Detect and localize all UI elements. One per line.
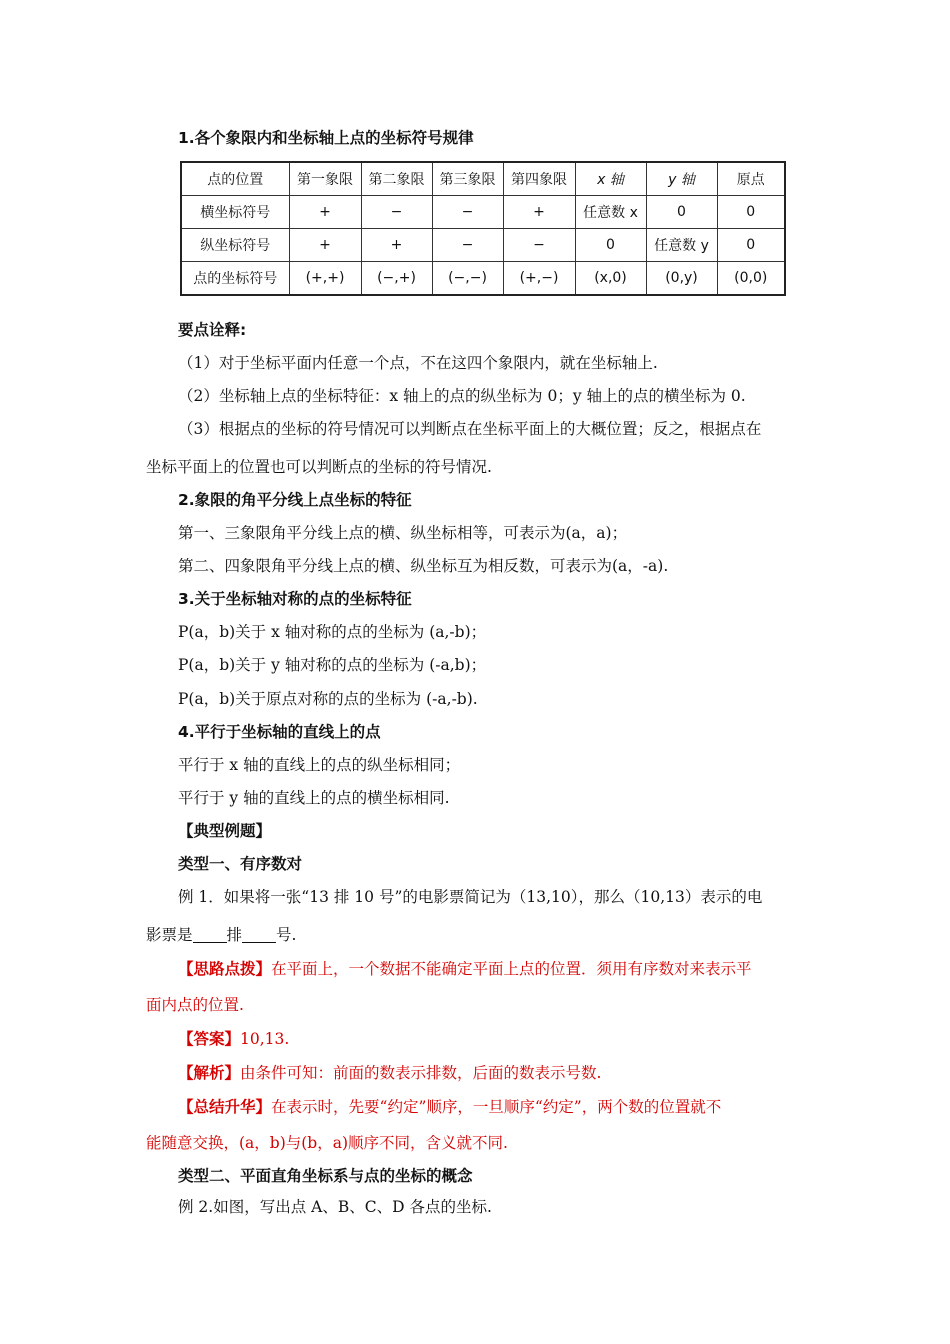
table-row (181, 262, 785, 296)
note-item: （2）坐标轴上点的坐标特征：x 轴上的点的纵坐标为 0；y 轴上的点的横坐标为 0. (178, 387, 746, 405)
section-2-line: 第一、三象限角平分线上点的横、纵坐标相等，可表示为(a，a)； (178, 524, 628, 542)
question-text: 号. (276, 926, 297, 944)
table-header-cell: 第一象限 (289, 162, 361, 196)
sign-rule-table (180, 161, 786, 296)
table-cell: 点的坐标符号 (181, 262, 289, 296)
section-4-line: 平行于 x 轴的直线上的点的纵坐标相同； (178, 756, 461, 774)
table-header-cell: 第二象限 (361, 162, 432, 196)
table-header-cell: x 轴 (575, 162, 646, 196)
table-cell: + (361, 229, 432, 262)
table-header-cell: 第三象限 (432, 162, 503, 196)
table-cell: + (289, 196, 361, 229)
answer-label: 【答案】 (178, 1030, 241, 1048)
notes-title: 要点诠释: (178, 321, 247, 339)
section-4-title: 4.平行于坐标轴的直线上的点 (178, 723, 381, 741)
table-cell: − (361, 196, 432, 229)
table-cell: (+,+) (289, 262, 361, 296)
question-text: 排 (226, 926, 243, 944)
answer-paragraph (178, 1028, 838, 1050)
note-item: 坐标平面上的位置也可以判断点的坐标的符号情况. (146, 458, 492, 476)
table-cell: 0 (717, 229, 785, 262)
type-2-title: 类型二、平面直角坐标系与点的坐标的概念 (178, 1167, 473, 1185)
table-header-cell: y 轴 (646, 162, 717, 196)
table-cell: (0,y) (646, 262, 717, 296)
table-cell: 横坐标符号 (181, 196, 289, 229)
answer-blank (193, 926, 227, 943)
example-1-question: 例 1．如果将一张“13 排 10 号”的电影票简记为（13,10），那么（10,13）表示的电 (178, 888, 763, 906)
answer-blank (242, 926, 276, 943)
answer-text: 10,13. (240, 1030, 290, 1048)
table-cell: 任意数 x (575, 196, 646, 229)
summary-text-cont: 能随意交换，(a，b)与(b，a)顺序不同，含义就不同. (146, 1134, 508, 1152)
table-row (181, 196, 785, 229)
section-3-title: 3.关于坐标轴对称的点的坐标特征 (178, 590, 412, 608)
section-3-line: P(a，b)关于 y 轴对称的点的坐标为 (-a,b)； (178, 656, 487, 674)
table-cell: 0 (717, 196, 785, 229)
table-cell: + (503, 196, 575, 229)
hint-text-cont: 面内点的位置. (146, 996, 244, 1014)
table-cell: (+,−) (503, 262, 575, 296)
hint-text: 在平面上，一个数据不能确定平面上点的位置．须用有序数对来表示平 (271, 960, 752, 978)
note-item: （1）对于坐标平面内任意一个点，不在这四个象限内，就在坐标轴上. (178, 354, 658, 372)
question-text: 影票是 (146, 926, 193, 944)
section-2-title: 2.象限的角平分线上点坐标的特征 (178, 491, 412, 509)
note-item: （3）根据点的坐标的符号情况可以判断点在坐标平面上的大概位置；反之，根据点在 (178, 420, 762, 438)
table-cell: (−,−) (432, 262, 503, 296)
summary-paragraph (178, 1096, 838, 1118)
table-cell: − (432, 196, 503, 229)
table-cell: 纵坐标符号 (181, 229, 289, 262)
table-cell: 任意数 y (646, 229, 717, 262)
table-cell: − (503, 229, 575, 262)
table-row (181, 229, 785, 262)
table-cell: (x,0) (575, 262, 646, 296)
example-2-question: 例 2.如图，写出点 A、B、C、D 各点的坐标. (178, 1198, 492, 1216)
hint-label: 【思路点拨】 (178, 960, 272, 978)
examples-heading: 【典型例题】 (178, 822, 272, 840)
table-cell: 0 (575, 229, 646, 262)
table-cell: 0 (646, 196, 717, 229)
type-1-title: 类型一、有序数对 (178, 855, 303, 873)
summary-text: 在表示时，先要“约定”顺序，一旦顺序“约定”，两个数的位置就不 (271, 1098, 722, 1116)
table-cell: (−,+) (361, 262, 432, 296)
table-cell: + (289, 229, 361, 262)
table-header-cell: 点的位置 (181, 162, 289, 196)
analysis-text: 由条件可知：前面的数表示排数，后面的数表示号数. (240, 1064, 602, 1082)
summary-label: 【总结升华】 (178, 1098, 272, 1116)
section-3-line: P(a，b)关于原点对称的点的坐标为 (-a,-b). (178, 690, 478, 708)
section-2-line: 第二、四象限角平分线上点的横、纵坐标互为相反数，可表示为(a，-a). (178, 557, 669, 575)
table-header-cell: 第四象限 (503, 162, 575, 196)
section-1-title: 1.各个象限内和坐标轴上点的坐标符号规律 (178, 129, 474, 147)
analysis-paragraph (178, 1062, 838, 1084)
section-3-line: P(a，b)关于 x 轴对称的点的坐标为 (a,-b)； (178, 623, 487, 641)
example-1-question-cont (146, 924, 806, 946)
section-4-line: 平行于 y 轴的直线上的点的横坐标相同. (178, 789, 450, 807)
table-cell: (0,0) (717, 262, 785, 296)
hint-paragraph (178, 958, 838, 980)
table-cell: − (432, 229, 503, 262)
analysis-label: 【解析】 (178, 1064, 241, 1082)
table-header-row (181, 162, 785, 196)
table-header-cell: 原点 (717, 162, 785, 196)
